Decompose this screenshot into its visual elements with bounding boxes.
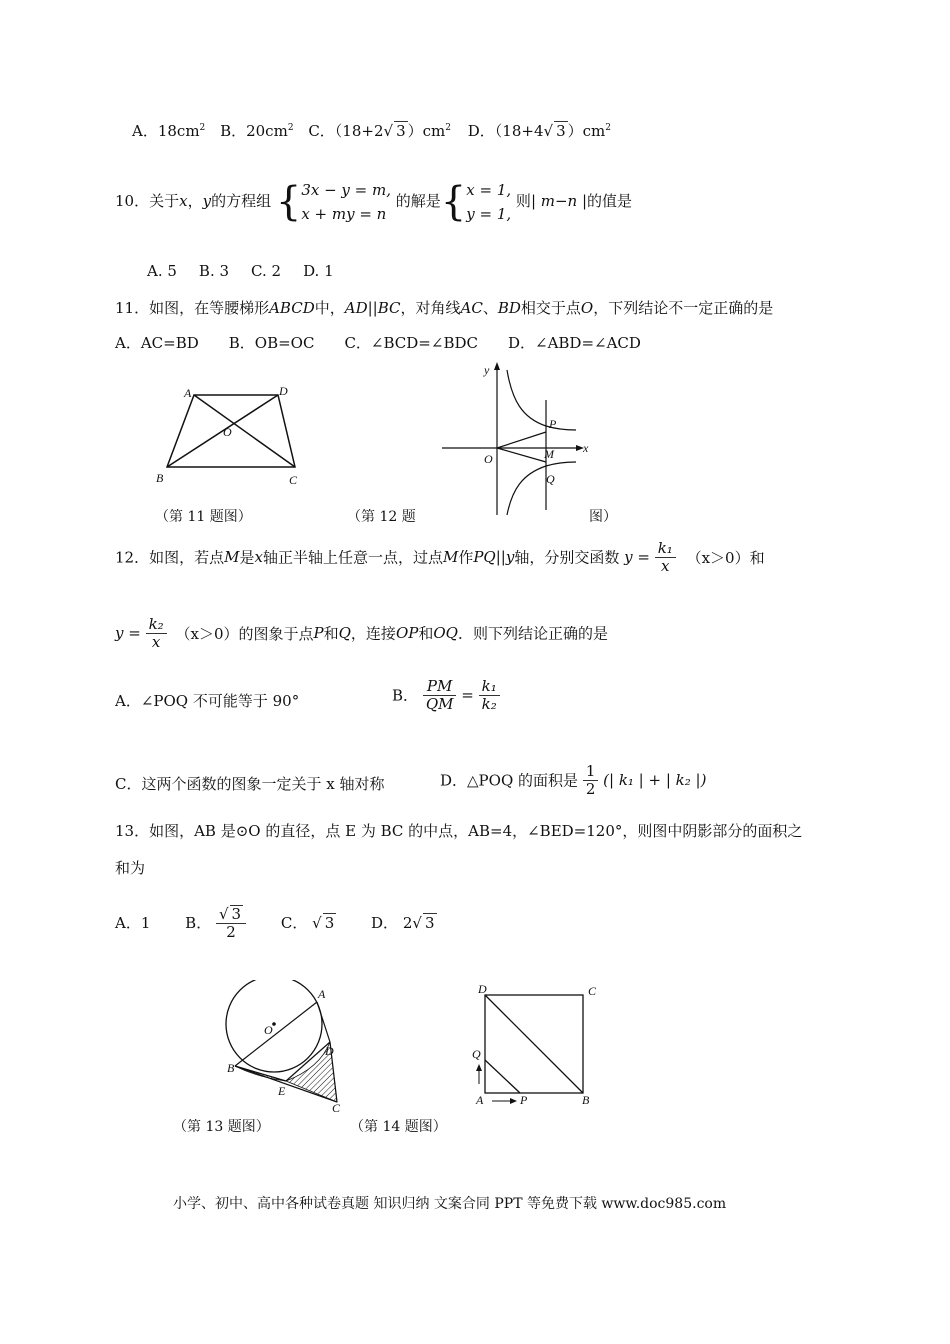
fig14-label-a: A — [476, 1093, 484, 1107]
q10-system: 3x − y = m, x + my = n — [301, 181, 391, 223]
fig12-caption-right: 图） — [589, 509, 617, 525]
q9-option-c: C．（18+2√ 3 ）$cm^2$ — [308, 122, 451, 140]
question-10: 10．关于x，y的方程组 {3x − y = m, x + my = n 的解是{x = 1, y = 1, 则| m−n |的值是 — [115, 179, 633, 225]
fig11-label-b: B — [156, 471, 164, 485]
q12-fraction-k2: $\frac{\text{k₂}}{x}$ — [146, 616, 167, 650]
fig13-caption: （第 13 题图） — [173, 1119, 270, 1135]
fig12-label-m: M — [544, 447, 554, 461]
question-12-line1: 12．如图，若点M是x轴正半轴上任意一点，过点M作PQ||y轴，分别交函数 y = $\frac{\text{k₁}}{x}$ （x＞0）和 — [115, 539, 765, 575]
fig14-label-c: C — [588, 984, 597, 998]
q10-options: A. 5 B. 3 C. 2 D. 1 — [147, 262, 334, 280]
q12-option-a: A．∠POQ 不可能等于 90° — [115, 692, 300, 710]
fig13-label-a: A — [318, 987, 326, 1001]
q13-options: A．1 B． $\frac{√ 3}{2}$ C． √ 3 D． 2√ 3 — [115, 905, 435, 941]
q12-option-d: D．△POQ 的面积是 $\frac{1}{2}$ (| k₁ | + | k₂ |) — [440, 762, 707, 798]
q12-option-c: C．这两个函数的图象一定关于 x 轴对称 — [115, 775, 385, 793]
fig13-label-o: O — [264, 1023, 273, 1037]
fig11-caption: （第 11 题图） — [155, 509, 252, 525]
fig12-caption-left: （第 12 题 — [347, 509, 416, 525]
fig13-label-c: C — [332, 1101, 341, 1115]
footer-text: 小学、初中、高中各种试卷真题 知识归纳 文案合同 PPT 等免费下载 www.doc985.com — [173, 1196, 727, 1212]
q11-options: A．AC=BD B．OB=OC C．∠BCD=∠BDC D．∠ABD=∠ACD — [115, 334, 641, 352]
fig11-label-c: C — [289, 473, 298, 487]
fig13-label-d: D — [325, 1044, 334, 1058]
question-12-line2: y = $\frac{\text{k₂}}{x}$ （x＞0）的图象于点P和Q，连接OP和OQ．则下列结论正确的是 — [115, 615, 608, 651]
q10-solution: x = 1, y = 1, — [466, 181, 512, 223]
fig13-label-e: E — [278, 1084, 286, 1098]
figure-12-hyperbola — [440, 360, 595, 520]
figure-13-circle — [222, 980, 352, 1115]
question-13-line2: 和为 — [115, 859, 146, 877]
fig12-label-o: O — [484, 452, 493, 466]
fig14-label-b: B — [582, 1093, 590, 1107]
q12-option-b: B． $\frac{PM}{QM}$ = $\frac{\text{k₁}}{\text{k₂}}$ — [392, 678, 500, 712]
fig12-label-p: P — [549, 417, 557, 431]
figure-11-trapezoid — [150, 385, 310, 490]
fig14-caption: （第 14 题图） — [350, 1119, 447, 1135]
question-11: 11．如图，在等腰梯形ABCD中，AD||BC，对角线AC、BD相交于点O，下列结论不一定正确的是 — [115, 299, 774, 317]
fig11-label-a: A — [184, 386, 192, 400]
figure-14-square — [470, 980, 610, 1110]
fig13-label-b: B — [227, 1061, 235, 1075]
q9-option-a: A．$18cm^2$ — [132, 122, 206, 140]
fig11-label-o: O — [223, 425, 232, 439]
q9-option-b: B．$20cm^2$ — [220, 122, 294, 140]
fig14-label-d: D — [478, 982, 487, 996]
q12-fraction-k1: $\frac{\text{k₁}}{x}$ — [655, 540, 676, 574]
q9-option-d: D．（18+4√ 3 ）$cm^2$ — [467, 122, 611, 140]
fig12-label-y: y — [484, 363, 490, 377]
fig12-label-q: Q — [546, 472, 555, 486]
fig14-label-p: P — [520, 1093, 528, 1107]
fig12-label-x: x — [583, 441, 589, 455]
fig14-label-q: Q — [472, 1047, 481, 1061]
fig11-label-d: D — [279, 385, 288, 398]
question-13-line1: 13．如图，AB 是⊙O 的直径，点 E 为 BC 的中点，AB=4，∠BED=120°，则图中阴影部分的面积之 — [115, 822, 803, 840]
q9-options — [132, 120, 611, 141]
